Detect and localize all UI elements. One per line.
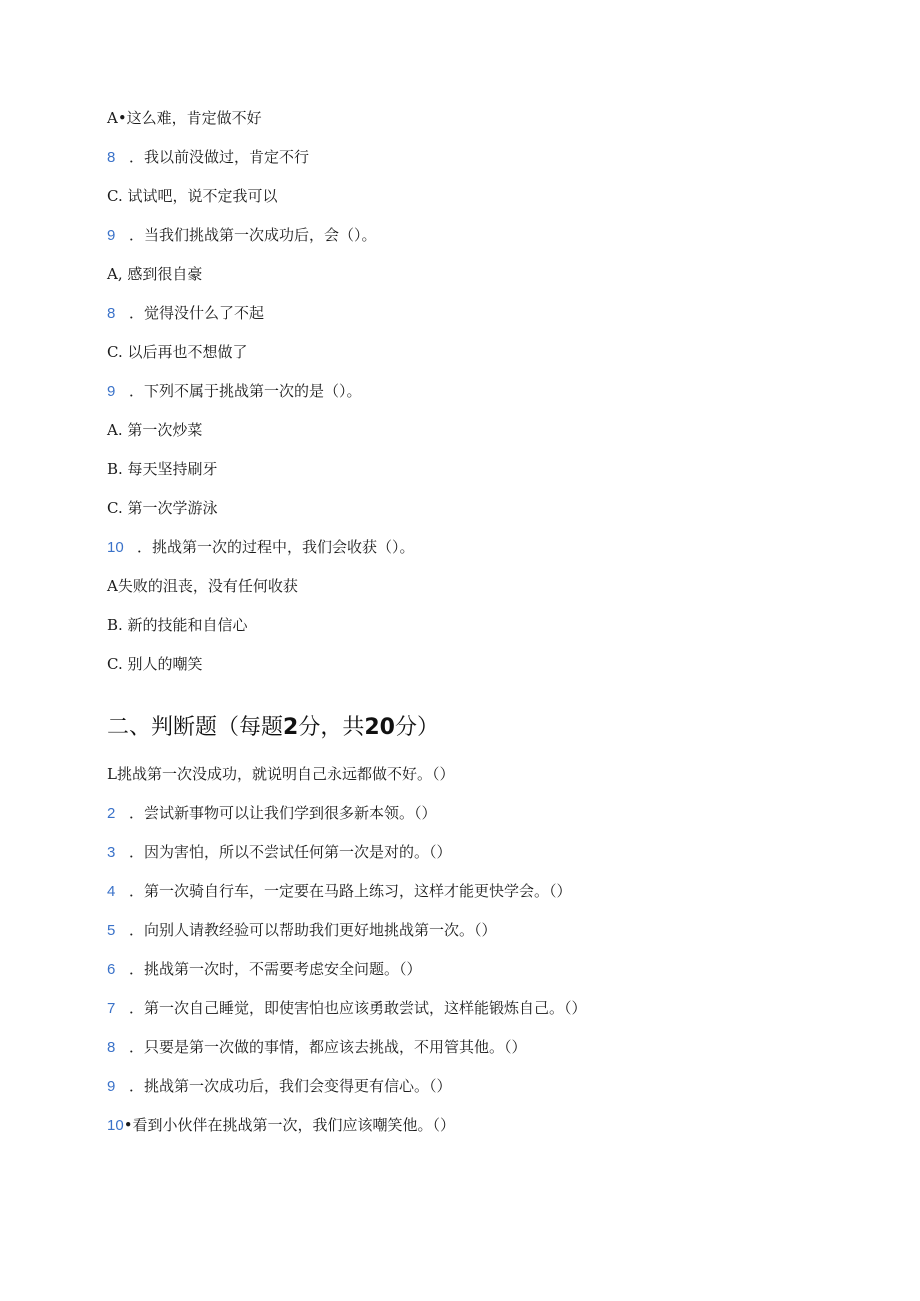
section-heading [107,713,439,743]
judge-question-text: L挑战第一次没成功，就说明自己永远都做不好。（） [107,765,455,783]
option-line [107,498,217,518]
option-line [107,264,202,284]
option-text: B. 每天坚持刷牙 [107,460,218,478]
judge-question-number: 9 [107,1078,116,1095]
question-line [107,147,309,168]
question-text: ．挑战第一次的过程中，我们会收获（）。 [137,538,415,556]
option-line [107,342,247,362]
heading-total: 20 [364,715,395,740]
question-line [107,303,264,324]
heading-part: 二、判断题（每题 [107,715,284,740]
judge-question-number: 3 [107,844,116,861]
option-text: A失败的沮丧，没有任何收获 [107,577,298,595]
option-text: C. 试试吧，说不定我可以 [107,187,278,205]
judge-question-line [107,842,452,863]
judge-question-line [107,1037,527,1058]
judge-question-number: 10 [107,1117,124,1134]
option-line [107,576,298,596]
question-number: 10 [107,539,124,556]
option-text: A, 感到很自豪 [107,265,203,283]
judge-question-line [107,764,454,784]
judge-question-line [107,881,572,902]
question-text: ．下列不属于挑战第一次的是（）。 [129,382,362,400]
judge-question-line [107,998,587,1019]
judge-question-number: 8 [107,1039,116,1056]
question-line [107,381,362,402]
option-line [107,108,262,128]
option-text: C. 以后再也不想做了 [107,343,248,361]
option-text: C. 第一次学游泳 [107,499,218,517]
judge-question-text: ．因为害怕，所以不尝试任何第一次是对的。（） [129,843,452,861]
question-number: 9 [107,383,116,400]
question-line [107,537,415,558]
option-line [107,420,202,440]
heading-part: 分，共 [298,715,365,740]
judge-question-text: ．尝试新事物可以让我们学到很多新本领。（） [129,804,437,822]
question-number: 8 [107,305,116,322]
question-number: 8 [107,149,116,166]
option-line [107,615,248,635]
judge-question-text: ．只要是第一次做的事情，都应该去挑战，不用管其他。（） [129,1038,527,1056]
option-line [107,459,218,479]
judge-question-number: 6 [107,961,116,978]
question-number: 9 [107,227,116,244]
heading-part: 分） [394,715,439,740]
option-text: A•这么难，肯定做不好 [107,109,262,127]
judge-question-number: 7 [107,1000,116,1017]
question-line [107,225,377,246]
judge-question-text: ．挑战第一次成功后，我们会变得更有信心。（） [129,1077,452,1095]
option-text: A. 第一次炒菜 [107,421,203,439]
judge-question-line [107,959,422,980]
option-line [107,654,202,674]
judge-question-line [107,920,497,941]
judge-question-text: ．向别人请教经验可以帮助我们更好地挑战第一次。（） [129,921,497,939]
judge-question-line [107,1076,452,1097]
judge-question-text: ．第一次骑自行车，一定要在马路上练习，这样才能更快学会。（） [129,882,572,900]
judge-question-text: •看到小伙伴在挑战第一次，我们应该嘲笑他。（） [123,1116,456,1134]
question-text: ．当我们挑战第一次成功后，会（）。 [129,226,377,244]
judge-question-number: 2 [107,805,116,822]
option-line [107,186,277,206]
judge-question-number: 5 [107,922,116,939]
heading-score: 2 [283,715,299,740]
question-text: ．我以前没做过，肯定不行 [129,148,310,166]
judge-question-number: 4 [107,883,116,900]
question-text: ．觉得没什么了不起 [129,304,265,322]
option-text: B. 新的技能和自信心 [107,616,248,634]
option-text: C. 别人的嘲笑 [107,655,203,673]
judge-question-line [107,803,437,824]
judge-question-line [107,1115,455,1136]
judge-question-text: ．第一次自己睡觉，即使害怕也应该勇敢尝试，这样能锻炼自己。（） [129,999,587,1017]
judge-question-text: ．挑战第一次时，不需要考虑安全问题。（） [129,960,422,978]
